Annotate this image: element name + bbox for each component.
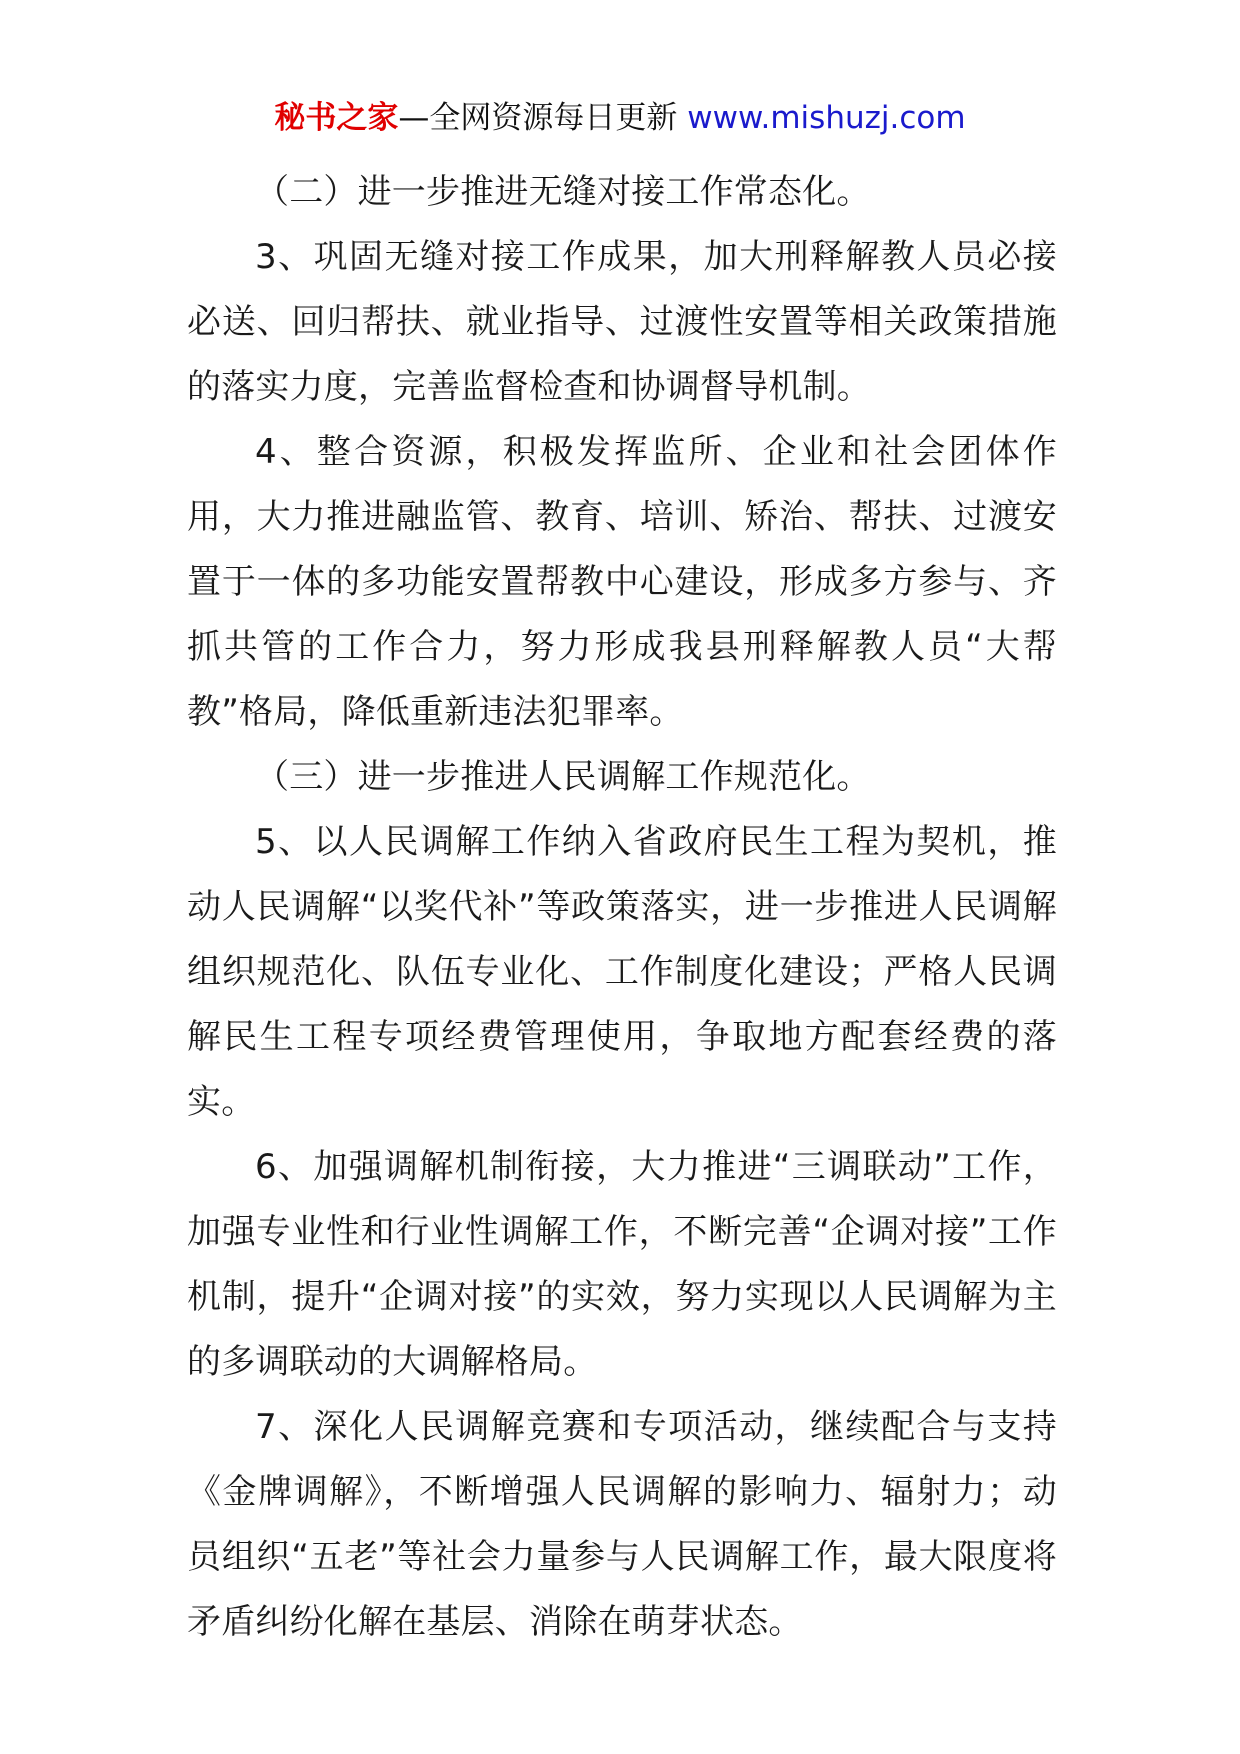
brand-name: 秘书之家 [274,100,399,136]
header-tagline: —全网资源每日更新 [398,100,678,136]
section-heading-3: （三）进一步推进人民调解工作规范化。 [255,757,871,797]
section-heading-2: （二）进一步推进无缝对接工作常态化。 [255,172,871,212]
paragraph-item-3: 3、巩固无缝对接工作成果，加大刑释解教人员必接必送、回归帮扶、就业指导、过渡性安置等相关政策措施的落实力度，完善监督检查和协调督导机制。 [187,237,1057,407]
paragraph-item-6: 6、加强调解机制衔接，大力推进“三调联动”工作，加强专业性和行业性调解工作，不断完善“企调对接”工作机制，提升“企调对接”的实效，努力实现以人民调解为主的多调联动的大调解格局。 [187,1147,1057,1382]
website-link[interactable]: www.mishuzj.com [687,100,966,136]
paragraph-item-7: 7、深化人民调解竞赛和专项活动，继续配合与支持《金牌调解》，不断增强人民调解的影响力、辐射力；动员组织“五老”等社会力量参与人民调解工作，最大限度将矛盾纠纷化解在基层、消除在萌芽状态。 [187,1407,1057,1642]
paragraph-item-4: 4、整合资源，积极发挥监所、企业和社会团体作用，大力推进融监管、教育、培训、矫治、帮扶、过渡安置于一体的多功能安置帮教中心建设，形成多方参与、齐抓共管的工作合力，努力形成我县刑释解教人员“大帮教”格局，降低重新违法犯罪率。 [187,432,1057,732]
paragraph-item-5: 5、以人民调解工作纳入省政府民生工程为契机，推动人民调解“以奖代补”等政策落实，进一步推进人民调解组织规范化、队伍专业化、工作制度化建设；严格人民调解民生工程专项经费管理使用，争取地方配套经费的落实。 [187,822,1057,1122]
page-header [0,98,1240,138]
document-body [187,160,1057,1655]
